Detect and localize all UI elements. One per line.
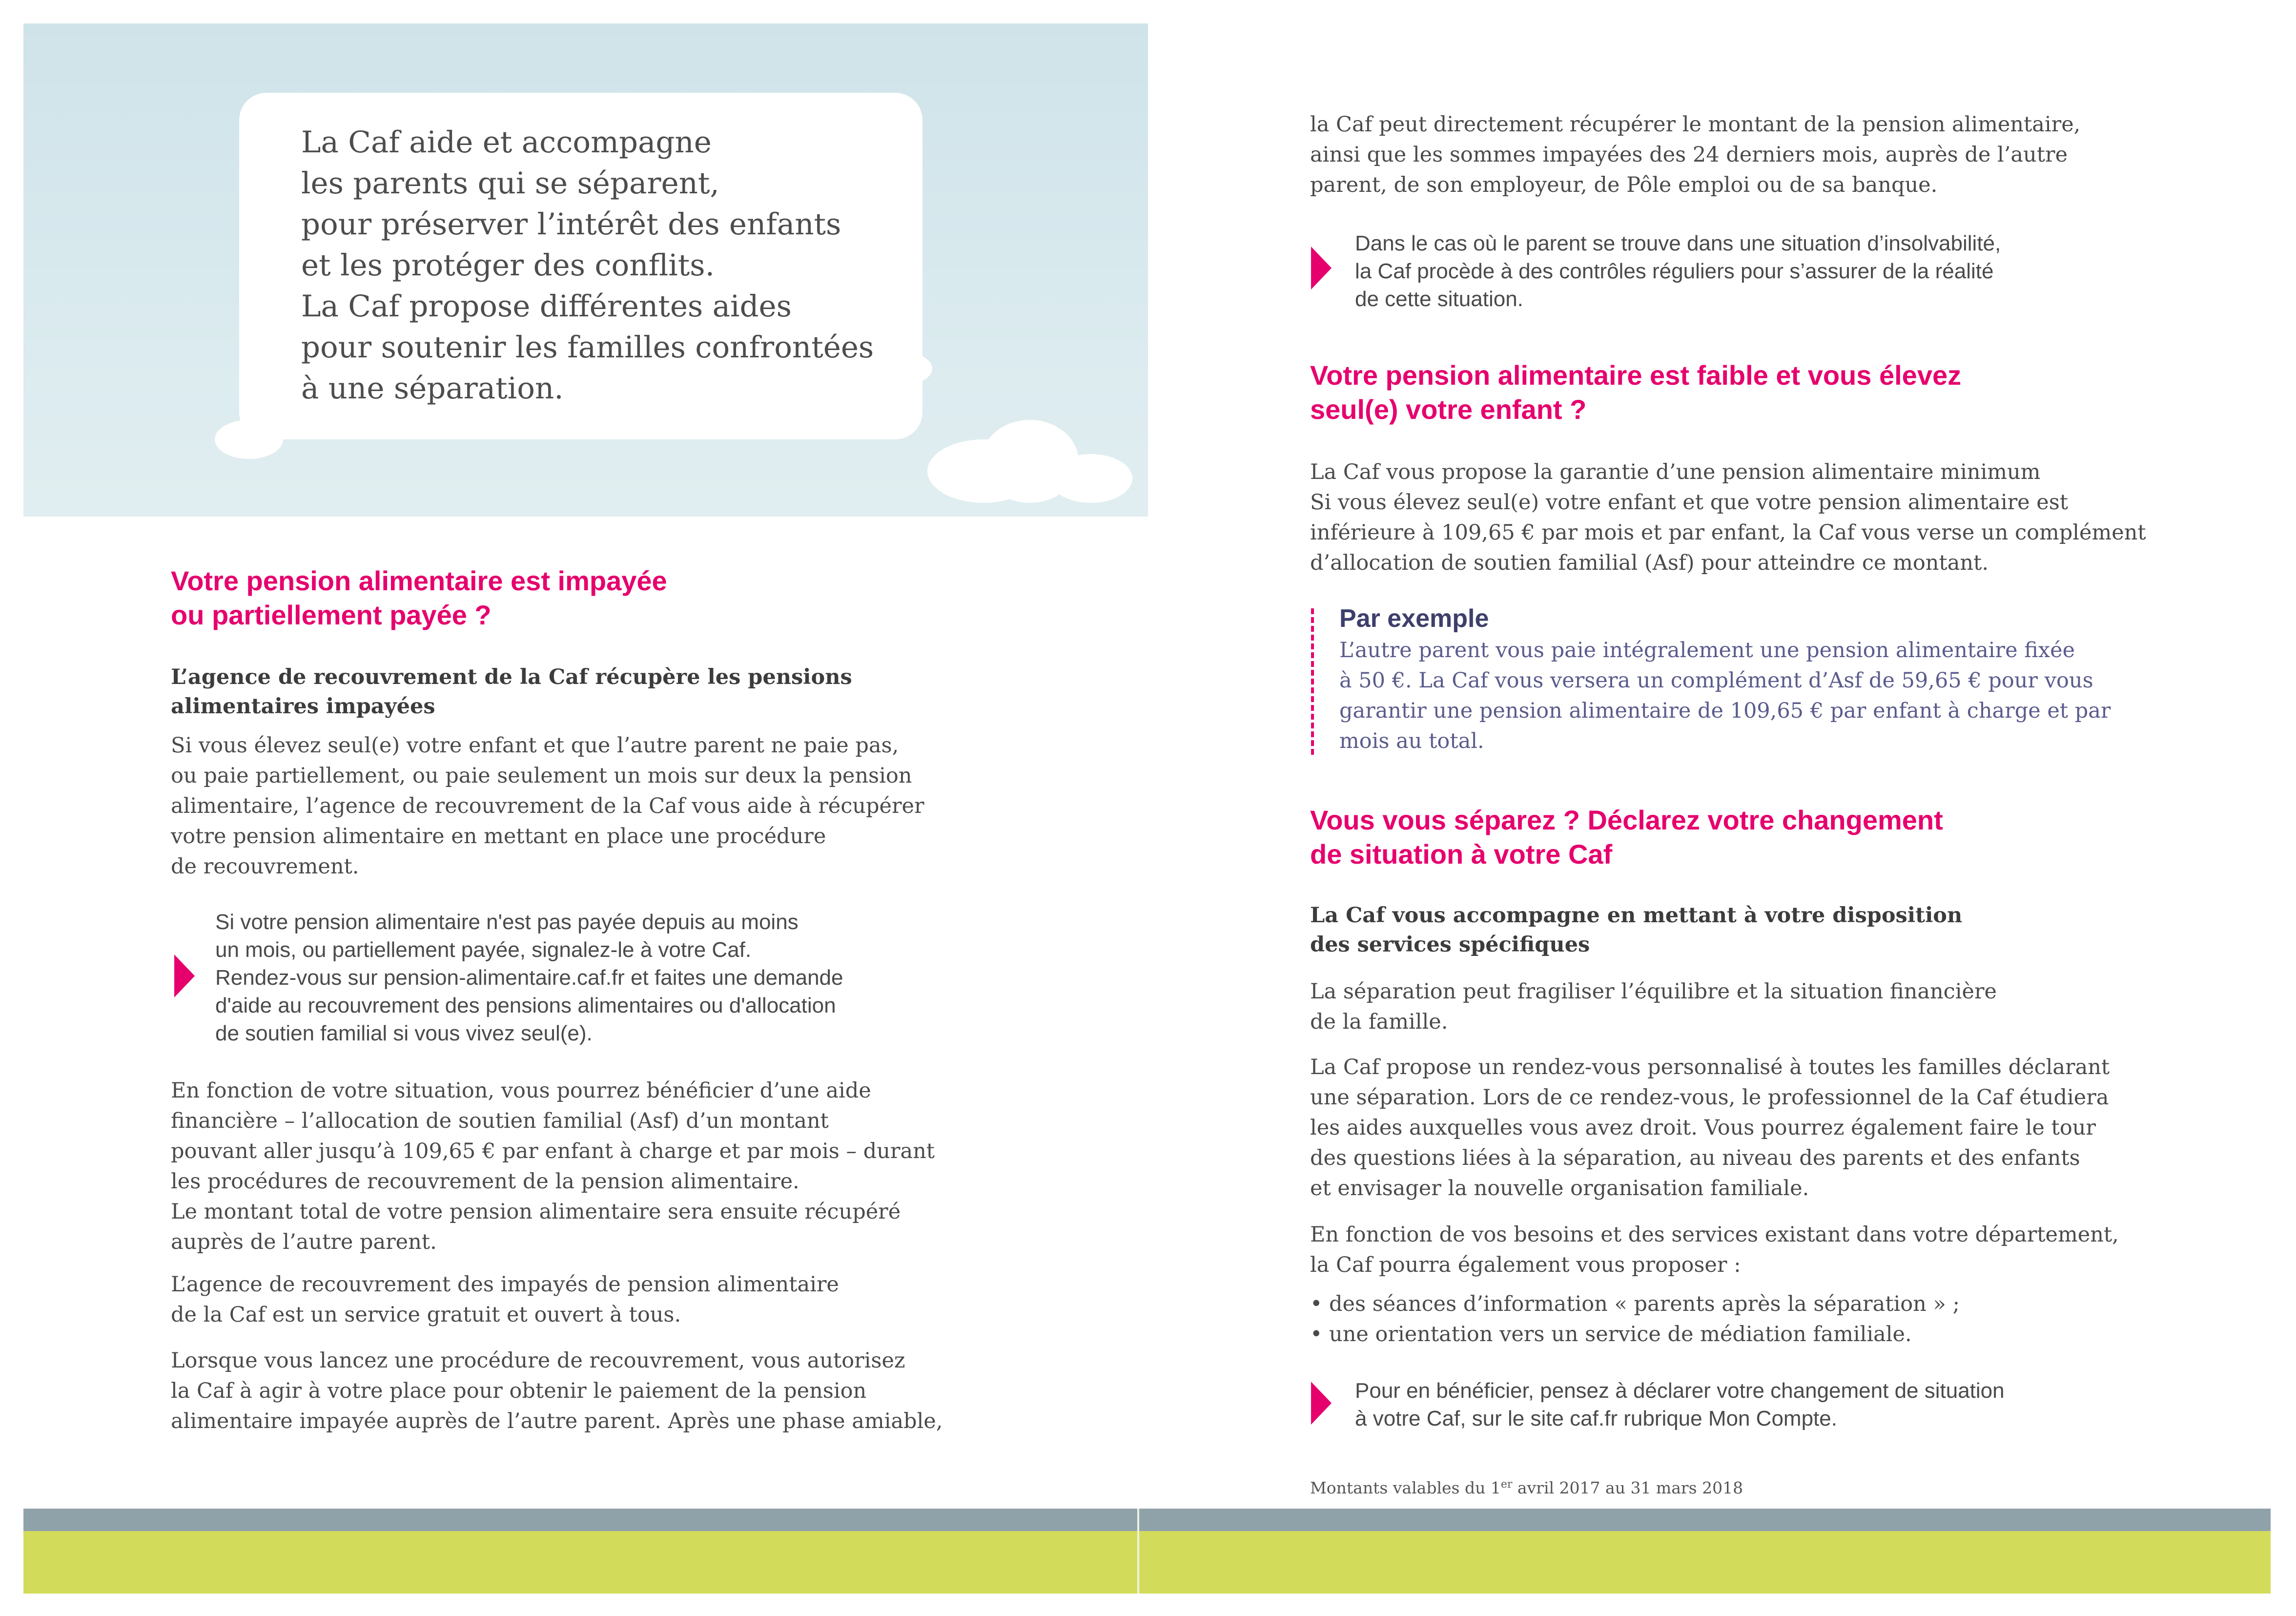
text-line: de recouvrement.: [171, 854, 359, 879]
heading-line: Vous vous séparez ? Déclarez votre changement: [1310, 805, 1943, 835]
text-line: la Caf peut directement récupérer le montant de la pension alimentaire,: [1310, 112, 2081, 137]
text-line: En fonction de votre situation, vous pourrez bénéficier d’une aide: [171, 1078, 871, 1103]
text-line: une séparation. Lors de ce rendez-vous, le professionnel de la Caf étudiera: [1310, 1085, 2109, 1110]
text-line: auprès de l’autre parent.: [171, 1230, 437, 1254]
paragraph: [1310, 1052, 2110, 1203]
note-line: Rendez-vous sur pension-alimentaire.caf.fr et faites une demande: [215, 966, 843, 990]
example-line: garantir une pension alimentaire de 109,65 € par enfant à charge et par: [1339, 699, 2111, 723]
paragraph: [1310, 976, 1997, 1037]
example-dashed-rule: [1311, 608, 1314, 755]
intro-line: et les protéger des conflits.: [301, 248, 715, 283]
intro-line: les parents qui se séparent,: [301, 166, 719, 201]
intro-line: La Caf aide et accompagne: [301, 125, 712, 160]
note-declare-change: [1355, 1377, 2005, 1432]
note-line: Si votre pension alimentaire n'est pas payée depuis au moins: [215, 910, 799, 934]
text-line: ainsi que les sommes impayées des 24 derniers mois, auprès de l’autre: [1310, 143, 2068, 167]
paragraph: [171, 1269, 839, 1330]
example-line: mois au total.: [1339, 729, 1484, 753]
note-line: de soutien familial si vous vivez seul(e).: [215, 1021, 593, 1045]
list-item: • une orientation vers un service de médiation familiale.: [1310, 1322, 1912, 1347]
intro-text: [301, 122, 906, 409]
subheading-services: [1310, 901, 1962, 959]
subheading-line: La Caf vous accompagne en mettant à votre disposition: [1310, 903, 1963, 928]
paragraph: [171, 1076, 935, 1257]
text-line: de la Caf est un service gratuit et ouvert à tous.: [171, 1303, 681, 1327]
note-insolvency: [1355, 229, 2001, 313]
paragraph: [171, 1346, 943, 1436]
note-line: à votre Caf, sur le site caf.fr rubrique Mon Compte.: [1355, 1407, 1837, 1430]
bullet-list: [1310, 1289, 1960, 1349]
text-line: Si vous élevez seul(e) votre enfant et que votre pension alimentaire est: [1310, 490, 2069, 515]
note-line: la Caf procède à des contrôles réguliers pour s’assurer de la réalité: [1355, 259, 1994, 283]
text-line: des questions liées à la séparation, au niveau des parents et des enfants: [1310, 1146, 2080, 1170]
note-line: un mois, ou partiellement payée, signalez-le à votre Caf.: [215, 938, 752, 962]
text-line: les procédures de recouvrement de la pension alimentaire.: [171, 1169, 800, 1194]
footnote-text: Montants valables du 1: [1310, 1478, 1501, 1497]
subheading-line: L’agence de recouvrement de la Caf récupère les pensions: [171, 665, 852, 689]
text-line: la Caf à agir à votre place pour obtenir le paiement de la pension: [171, 1379, 867, 1403]
footnote-superscript: er: [1500, 1478, 1513, 1491]
text-line: et envisager la nouvelle organisation familiale.: [1310, 1176, 1809, 1201]
intro-line: La Caf propose différentes aides: [301, 289, 792, 324]
pink-arrow-icon: [1311, 247, 1332, 290]
text-line: La séparation peut fragiliser l’équilibre et la situation financière: [1310, 979, 1997, 1004]
text-line: votre pension alimentaire en mettant en place une procédure: [171, 824, 826, 849]
heading-line: Votre pension alimentaire est impayée: [171, 565, 667, 596]
example-line: à 50 €. La Caf vous versera un complément d’Asf de 59,65 € pour vous: [1339, 668, 2093, 693]
text-line: En fonction de vos besoins et des services existant dans votre département,: [1310, 1222, 2119, 1247]
paragraph: [171, 730, 924, 882]
footer-green-band: [23, 1531, 2271, 1594]
text-line: les aides auxquelles vous avez droit. Vous pourrez également faire le tour: [1310, 1116, 2096, 1140]
section-heading-separation: [1310, 803, 1943, 871]
cloud-shape: [1049, 454, 1132, 503]
subheading-recovery-agency: [171, 663, 852, 721]
text-line: Lorsque vous lancez une procédure de recouvrement, vous autorisez: [171, 1348, 905, 1373]
intro-line: pour soutenir les familles confrontées: [301, 330, 874, 365]
text-line: parent, de son employeur, de Pôle emploi ou de sa banque.: [1310, 173, 1938, 197]
intro-line: à une séparation.: [301, 371, 564, 406]
text-line: inférieure à 109,65 € par mois et par enfant, la Caf vous verse un complément: [1310, 520, 2146, 545]
example-text: [1339, 635, 2111, 756]
heading-line: seul(e) votre enfant ?: [1310, 394, 1587, 425]
pink-arrow-icon: [1311, 1382, 1332, 1425]
paragraph: [1310, 109, 2080, 200]
example-title: Par exemple: [1339, 604, 1489, 633]
note-signal-caf: [215, 908, 843, 1047]
text-line: La Caf vous propose la garantie d’une pension alimentaire minimum: [1310, 460, 2041, 484]
text-line: Si vous élevez seul(e) votre enfant et que l’autre parent ne paie pas,: [171, 733, 899, 758]
amounts-validity-footnote: [1310, 1478, 1743, 1497]
example-line: L’autre parent vous paie intégralement une pension alimentaire fixée: [1339, 638, 2075, 663]
intro-line: pour préserver l’intérêt des enfants: [301, 207, 841, 242]
section-heading-low-pension: [1310, 358, 1961, 427]
text-line: financière – l’allocation de soutien familial (Asf) d’un montant: [171, 1109, 829, 1133]
list-item: • des séances d’information « parents après la séparation » ;: [1310, 1292, 1960, 1316]
text-line: la Caf pourra également vous proposer :: [1310, 1253, 1741, 1277]
section-heading-unpaid-pension: [171, 564, 667, 632]
text-line: d’allocation de soutien familial (Asf) pour atteindre ce montant.: [1310, 551, 1988, 575]
note-line: Pour en bénéficier, pensez à déclarer votre changement de situation: [1355, 1379, 2005, 1403]
text-line: L’agence de recouvrement des impayés de pension alimentaire: [171, 1272, 839, 1297]
heading-line: de situation à votre Caf: [1310, 839, 1613, 870]
note-line: d'aide au recouvrement des pensions alimentaires ou d'allocation: [215, 994, 836, 1017]
note-line: Dans le cas où le parent se trouve dans une situation d’insolvabilité,: [1355, 231, 2001, 255]
note-line: de cette situation.: [1355, 287, 1523, 311]
text-line: de la famille.: [1310, 1010, 1448, 1034]
footer-gray-band: [23, 1509, 2271, 1531]
text-line: ou paie partiellement, ou paie seulement un mois sur deux la pension: [171, 764, 912, 788]
subheading-line: des services spécifiques: [1310, 932, 1590, 957]
text-line: alimentaire impayée auprès de l’autre parent. Après une phase amiable,: [171, 1409, 943, 1433]
text-line: pouvant aller jusqu’à 109,65 € par enfant à charge et par mois – durant: [171, 1139, 935, 1163]
paragraph: [1310, 457, 2146, 578]
paragraph: [1310, 1220, 2119, 1280]
heading-line: ou partiellement payée ?: [171, 600, 492, 630]
pink-arrow-icon: [174, 954, 195, 997]
text-line: La Caf propose un rendez-vous personnalisé à toutes les familles déclarant: [1310, 1055, 2110, 1079]
page-fold-line: [1137, 1509, 1139, 1594]
footnote-text: avril 2017 au 31 mars 2018: [1512, 1478, 1743, 1497]
text-line: Le montant total de votre pension alimentaire sera ensuite récupéré: [171, 1200, 901, 1224]
subheading-line: alimentaires impayées: [171, 694, 435, 719]
heading-line: Votre pension alimentaire est faible et vous élevez: [1310, 360, 1962, 391]
text-line: alimentaire, l’agence de recouvrement de la Caf vous aide à récupérer: [171, 794, 924, 818]
